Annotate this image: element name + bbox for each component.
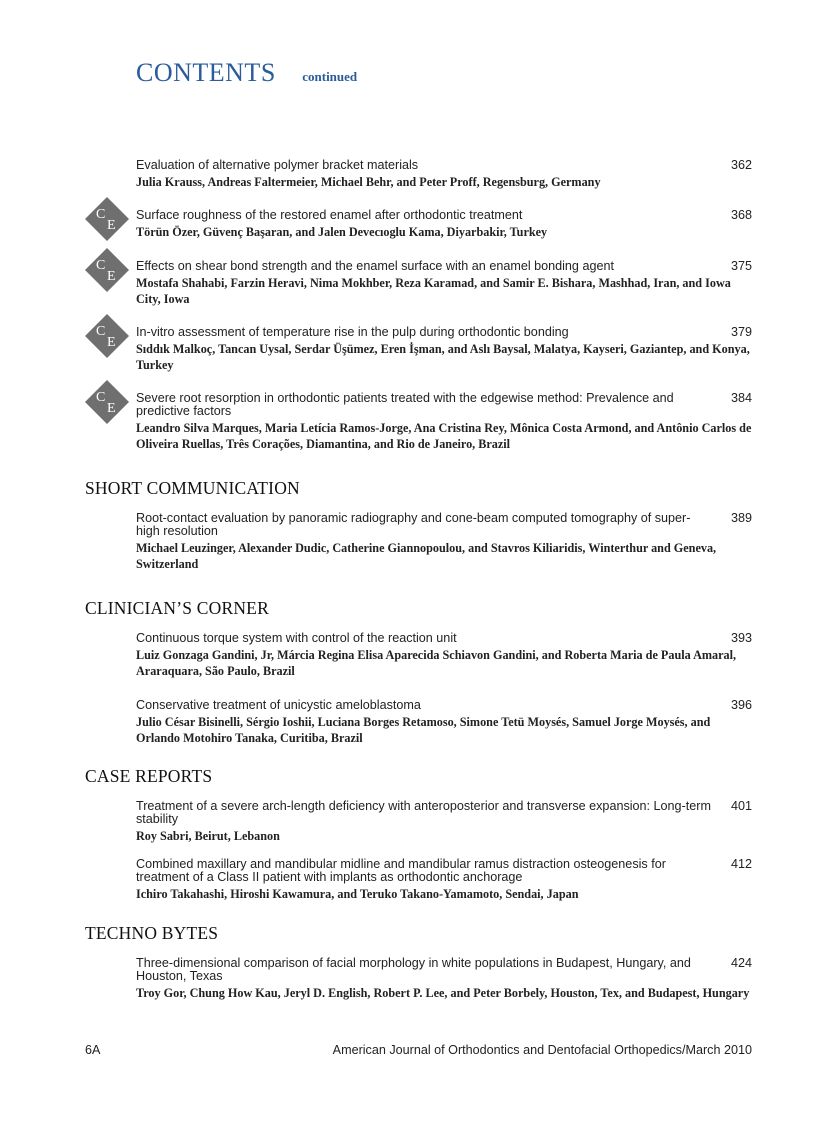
page-number: 384: [730, 391, 752, 405]
section-heading: SHORT COMMUNICATION: [85, 478, 300, 498]
page-number: 424: [730, 956, 752, 970]
toc-entry[interactable]: [136, 858, 752, 903]
article-authors: Julia Krauss, Andreas Faltermeier, Michael Behr, and Peter Proff, Regensburg, Germany: [136, 175, 601, 189]
article-title[interactable]: Continuous torque system with control of the reaction unit: [136, 631, 457, 645]
article-title[interactable]: Severe root resorption in orthodontic patients treated with the edgewise method: Prevalence and predictive factors: [136, 391, 674, 418]
toc-entry[interactable]: [136, 260, 752, 307]
toc-entry[interactable]: [136, 512, 752, 572]
contents-header: [136, 58, 357, 88]
page-number: 375: [730, 259, 752, 273]
page-number: 393: [730, 631, 752, 645]
article-title[interactable]: Conservative treatment of unicystic ameloblastoma: [136, 698, 421, 712]
toc-entry[interactable]: [136, 699, 752, 746]
article-authors: Mostafa Shahabi, Farzin Heravi, Nima Mokhber, Reza Karamad, and Samir E. Bishara, Mashhad, Iran, and Iowa City, Iowa: [136, 276, 731, 306]
toc-entry[interactable]: [136, 159, 752, 191]
article-title[interactable]: In-vitro assessment of temperature rise in the pulp during orthodontic bonding: [136, 325, 569, 339]
article-authors: Julio César Bisinelli, Sérgio Ioshii, Luciana Borges Retamoso, Simone Tetü Moysés, Samuel Jorge Moysés, and Orlando Motohiro Tanaka, Curitiba, Brazil: [136, 715, 711, 745]
page-title: CONTENTS: [136, 58, 276, 87]
ce-badge-icon: [84, 313, 130, 359]
article-authors: Leandro Silva Marques, Maria Letícia Ramos-Jorge, Ana Cristina Rey, Mônica Costa Armond, and Antônio Carlos de Oliveira Ruellas, Três Corações, Diamantina, and Rio de Janeiro, Brazil: [136, 421, 752, 451]
article-authors: Sıddık Malkoç, Tancan Uysal, Serdar Üşümez, Eren İşman, and Aslı Baysal, Malatya, Kayseri, Gaziantep, and Konya, Turkey: [136, 342, 750, 372]
ce-badge-icon: [84, 247, 130, 293]
footer-journal: American Journal of Orthodontics and Dentofacial Orthopedics/March 2010: [332, 1043, 752, 1057]
toc-entry[interactable]: [136, 326, 752, 373]
toc-entry[interactable]: [136, 209, 752, 241]
article-title[interactable]: Effects on shear bond strength and the enamel surface with an enamel bonding agent: [136, 259, 614, 273]
article-authors: Törün Özer, Güvenç Başaran, and Jalen Devecıoglu Kama, Diyarbakir, Turkey: [136, 225, 548, 239]
article-title[interactable]: Surface roughness of the restored enamel after orthodontic treatment: [136, 208, 523, 222]
section-heading: CASE REPORTS: [85, 766, 213, 786]
toc-entry[interactable]: [136, 632, 752, 679]
article-authors: Roy Sabri, Beirut, Lebanon: [136, 829, 280, 843]
article-title[interactable]: Three-dimensional comparison of facial morphology in white populations in Budapest, Hungary, and Houston, Texas: [136, 956, 691, 983]
article-authors: Troy Gor, Chung How Kau, Jeryl D. English, Robert P. Lee, and Peter Borbely, Houston, Tex, and Budapest, Hungary: [136, 986, 750, 1000]
ce-badge-icon: [84, 196, 130, 242]
page-number: 396: [730, 698, 752, 712]
footer-page-number: 6A: [85, 1043, 101, 1057]
toc-entry[interactable]: [136, 800, 752, 845]
article-authors: Michael Leuzinger, Alexander Dudic, Catherine Giannopoulou, and Stavros Kiliaridis, Winterthur and Geneva, Switzerland: [136, 541, 717, 571]
toc-entry[interactable]: [136, 392, 752, 452]
section-heading: TECHNO BYTES: [85, 923, 219, 943]
page-number: 389: [730, 511, 752, 525]
article-authors: Luiz Gonzaga Gandini, Jr, Márcia Regina Elisa Aparecida Schiavon Gandini, and Roberta Maria de Paula Amaral, Araraquara, São Paulo, Brazil: [136, 648, 737, 678]
article-title[interactable]: Root-contact evaluation by panoramic radiography and cone-beam computed tomography of super-high resolution: [136, 511, 691, 538]
page-number: 401: [730, 799, 752, 813]
page-number: 379: [730, 325, 752, 339]
article-authors: Ichiro Takahashi, Hiroshi Kawamura, and Teruko Takano-Yamamoto, Sendai, Japan: [136, 887, 579, 901]
page-number: 368: [730, 208, 752, 222]
page-number: 412: [730, 857, 752, 871]
page-number: 362: [730, 158, 752, 172]
continued-label: continued: [302, 69, 358, 84]
article-title[interactable]: Treatment of a severe arch-length deficiency with anteroposterior and transverse expansion: Long-term stability: [136, 799, 711, 826]
article-title[interactable]: Combined maxillary and mandibular midline and mandibular ramus distraction osteogenesis for treatment of a Class II patient with implants as orthodontic anchorage: [136, 857, 666, 884]
article-title[interactable]: Evaluation of alternative polymer bracket materials: [136, 158, 419, 172]
section-heading: CLINICIAN’S CORNER: [85, 598, 269, 618]
toc-entry[interactable]: [136, 957, 752, 1002]
ce-badge-icon: [84, 379, 130, 425]
